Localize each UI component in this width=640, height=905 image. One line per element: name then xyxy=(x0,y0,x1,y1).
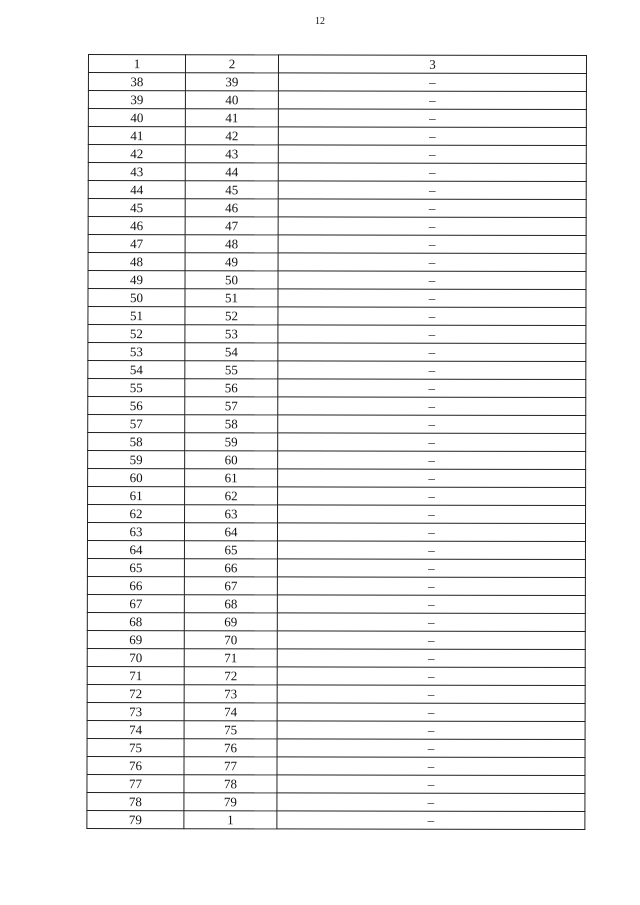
table-row xyxy=(88,379,586,398)
table-cell-col-3: – xyxy=(277,613,585,632)
table-cell-col-2: 43 xyxy=(185,145,278,163)
table-row xyxy=(88,271,586,290)
table-row xyxy=(87,666,585,685)
table-row xyxy=(88,163,586,182)
table-cell-col-1: 53 xyxy=(88,343,185,361)
table-row xyxy=(87,810,585,829)
table-cell-col-2: 1 xyxy=(184,811,277,829)
table-cell-col-2: 41 xyxy=(185,109,278,127)
table-cell-col-2: 52 xyxy=(185,307,278,325)
table-row xyxy=(88,127,586,146)
table-cell-col-1: 50 xyxy=(88,289,185,307)
table-cell-col-2: 48 xyxy=(185,235,278,253)
table-row xyxy=(88,343,586,362)
table-cell-col-1: 39 xyxy=(88,91,185,109)
table-cell-col-3: – xyxy=(277,721,585,740)
table-cell-col-2: 51 xyxy=(185,289,278,307)
table-cell-col-1: 74 xyxy=(87,720,184,738)
data-table xyxy=(86,54,587,830)
table-cell-col-2: 50 xyxy=(185,271,278,289)
table-cell-col-2: 47 xyxy=(185,217,278,235)
table-cell-col-3: – xyxy=(278,397,586,416)
table-cell-col-3: – xyxy=(278,91,586,110)
table-cell-col-3: – xyxy=(277,775,585,794)
table-row xyxy=(88,415,586,434)
table-cell-col-2: 76 xyxy=(184,739,277,757)
table-cell-col-3: – xyxy=(278,361,586,380)
table-cell-col-2: 73 xyxy=(184,685,277,703)
table-cell-col-3: – xyxy=(277,739,585,758)
table-cell-col-2: 54 xyxy=(185,343,278,361)
table-cell-col-1: 44 xyxy=(88,181,185,199)
table-cell-col-1: 40 xyxy=(88,109,185,127)
table-cell-col-1: 58 xyxy=(88,433,185,451)
table-cell-col-3: – xyxy=(277,703,585,722)
table-cell-col-2: 57 xyxy=(185,397,278,415)
table-cell-col-3: – xyxy=(277,523,585,542)
table-cell-col-2: 64 xyxy=(184,523,277,541)
table-cell-col-3: – xyxy=(278,487,586,506)
table-row xyxy=(87,774,585,793)
table-cell-col-1: 56 xyxy=(88,397,185,415)
table-row xyxy=(88,217,586,236)
table-row xyxy=(88,505,586,524)
table-cell-col-1: 73 xyxy=(87,702,184,720)
table-cell-col-3: – xyxy=(277,559,585,578)
table-cell-col-3: – xyxy=(278,325,586,344)
table-cell-col-2: 44 xyxy=(185,163,278,181)
table-cell-col-3: – xyxy=(278,469,586,488)
table-cell-col-3: – xyxy=(277,649,585,668)
table-cell-col-1: 43 xyxy=(88,163,185,181)
table-cell-col-3: – xyxy=(278,127,586,146)
table-row xyxy=(87,792,585,811)
table-row xyxy=(87,576,585,595)
table-cell-col-3: – xyxy=(277,811,585,830)
table-cell-col-3: – xyxy=(278,343,586,362)
table-cell-col-2: 78 xyxy=(184,775,277,793)
column-header-3: 3 xyxy=(278,55,586,74)
column-header-1: 1 xyxy=(88,55,185,73)
table-cell-col-3: – xyxy=(277,541,585,560)
table-cell-col-2: 58 xyxy=(185,415,278,433)
table-row xyxy=(88,325,586,344)
table-row xyxy=(87,684,585,703)
table-cell-col-1: 62 xyxy=(88,505,185,523)
table-cell-col-2: 61 xyxy=(185,469,278,487)
table-cell-col-1: 54 xyxy=(88,361,185,379)
table-cell-col-3: – xyxy=(278,199,586,218)
table-row xyxy=(87,523,585,542)
table-row xyxy=(88,469,586,488)
table-cell-col-2: 71 xyxy=(184,649,277,667)
table-cell-col-2: 70 xyxy=(184,631,277,649)
table-cell-col-1: 72 xyxy=(87,684,184,702)
table-cell-col-3: – xyxy=(278,145,586,164)
table-row xyxy=(88,145,586,164)
table-row xyxy=(88,91,586,110)
table-cell-col-1: 69 xyxy=(87,630,184,648)
table-cell-col-3: – xyxy=(278,73,586,92)
table-row xyxy=(88,73,586,92)
table-row xyxy=(87,594,585,613)
table-row xyxy=(88,451,586,470)
table-cell-col-2: 42 xyxy=(185,127,278,145)
table-cell-col-2: 46 xyxy=(185,199,278,217)
table-cell-col-3: – xyxy=(277,757,585,776)
table-cell-col-3: – xyxy=(277,631,585,650)
table-cell-col-1: 64 xyxy=(87,541,184,559)
table-cell-col-3: – xyxy=(278,181,586,200)
table-cell-col-3: – xyxy=(277,793,585,812)
table-cell-col-3: – xyxy=(277,577,585,596)
table-row xyxy=(88,397,586,416)
table-cell-col-1: 67 xyxy=(87,594,184,612)
table-cell-col-2: 67 xyxy=(184,577,277,595)
table-cell-col-1: 65 xyxy=(87,558,184,576)
table-cell-col-1: 38 xyxy=(88,73,185,91)
table-row xyxy=(88,181,586,200)
table-cell-col-1: 48 xyxy=(88,253,185,271)
table-cell-col-1: 75 xyxy=(87,738,184,756)
table-cell-col-3: – xyxy=(277,595,585,614)
table-cell-col-3: – xyxy=(278,271,586,290)
table-cell-col-2: 74 xyxy=(184,703,277,721)
table-row xyxy=(88,235,586,254)
table-row xyxy=(88,253,586,272)
table-cell-col-3: – xyxy=(277,685,585,704)
table-cell-col-1: 63 xyxy=(87,523,184,541)
table-cell-col-2: 49 xyxy=(185,253,278,271)
table-cell-col-2: 53 xyxy=(185,325,278,343)
table-cell-col-1: 76 xyxy=(87,756,184,774)
table-row xyxy=(88,433,586,452)
table-cell-col-2: 77 xyxy=(184,757,277,775)
table-cell-col-1: 66 xyxy=(87,576,184,594)
table-cell-col-2: 62 xyxy=(185,487,278,505)
table-cell-col-1: 78 xyxy=(87,792,184,810)
table-cell-col-1: 59 xyxy=(88,451,185,469)
table-cell-col-2: 72 xyxy=(184,667,277,685)
table-row xyxy=(87,612,585,631)
table-cell-col-2: 69 xyxy=(184,613,277,631)
table-cell-col-1: 55 xyxy=(88,379,185,397)
table-cell-col-2: 75 xyxy=(184,721,277,739)
table-cell-col-3: – xyxy=(278,415,586,434)
table-cell-col-3: – xyxy=(278,451,586,470)
table-cell-col-2: 40 xyxy=(185,91,278,109)
table-cell-col-2: 65 xyxy=(184,541,277,559)
table-cell-col-1: 77 xyxy=(87,774,184,792)
table-cell-col-2: 59 xyxy=(185,433,278,451)
table-cell-col-1: 41 xyxy=(88,127,185,145)
table-row xyxy=(88,361,586,380)
table-row xyxy=(88,307,586,326)
table-cell-col-3: – xyxy=(278,253,586,272)
table-row xyxy=(88,199,586,218)
table-cell-col-1: 49 xyxy=(88,271,185,289)
table-cell-col-1: 70 xyxy=(87,648,184,666)
table-body xyxy=(87,73,587,830)
table-cell-col-1: 42 xyxy=(88,145,185,163)
table-cell-col-3: – xyxy=(278,433,586,452)
table-cell-col-1: 47 xyxy=(88,235,185,253)
table-cell-col-2: 66 xyxy=(184,559,277,577)
table-row xyxy=(87,756,585,775)
table-cell-col-2: 39 xyxy=(185,73,278,91)
table-cell-col-3: – xyxy=(278,505,586,524)
table-row xyxy=(87,702,585,721)
table-cell-col-2: 55 xyxy=(185,361,278,379)
table-header-row xyxy=(88,55,586,74)
page-number: 12 xyxy=(315,16,325,27)
table-cell-col-2: 60 xyxy=(185,451,278,469)
table-cell-col-3: – xyxy=(278,379,586,398)
table-row xyxy=(87,630,585,649)
table-row xyxy=(88,487,586,506)
table-cell-col-3: – xyxy=(278,289,586,308)
table-row xyxy=(87,541,585,560)
table-cell-col-1: 60 xyxy=(88,469,185,487)
table-cell-col-1: 79 xyxy=(87,810,184,828)
table-cell-col-2: 45 xyxy=(185,181,278,199)
column-header-2: 2 xyxy=(185,55,278,73)
table-cell-col-2: 68 xyxy=(184,595,277,613)
table-row xyxy=(88,289,586,308)
table-cell-col-1: 45 xyxy=(88,199,185,217)
table-cell-col-2: 63 xyxy=(185,505,278,523)
table-cell-col-3: – xyxy=(278,109,586,128)
table-row xyxy=(87,720,585,739)
table-cell-col-1: 52 xyxy=(88,325,185,343)
table-row xyxy=(87,738,585,757)
table-row xyxy=(87,648,585,667)
table-cell-col-3: – xyxy=(277,667,585,686)
table-row xyxy=(87,558,585,577)
table-cell-col-2: 56 xyxy=(185,379,278,397)
table-cell-col-1: 46 xyxy=(88,217,185,235)
table-cell-col-1: 71 xyxy=(87,666,184,684)
table-cell-col-3: – xyxy=(278,217,586,236)
table-cell-col-1: 68 xyxy=(87,612,184,630)
table-cell-col-1: 51 xyxy=(88,307,185,325)
table-row xyxy=(88,109,586,128)
table-cell-col-1: 57 xyxy=(88,415,185,433)
table-cell-col-2: 79 xyxy=(184,793,277,811)
table-cell-col-3: – xyxy=(278,307,586,326)
table-cell-col-3: – xyxy=(278,163,586,182)
table-cell-col-1: 61 xyxy=(88,487,185,505)
table-cell-col-3: – xyxy=(278,235,586,254)
